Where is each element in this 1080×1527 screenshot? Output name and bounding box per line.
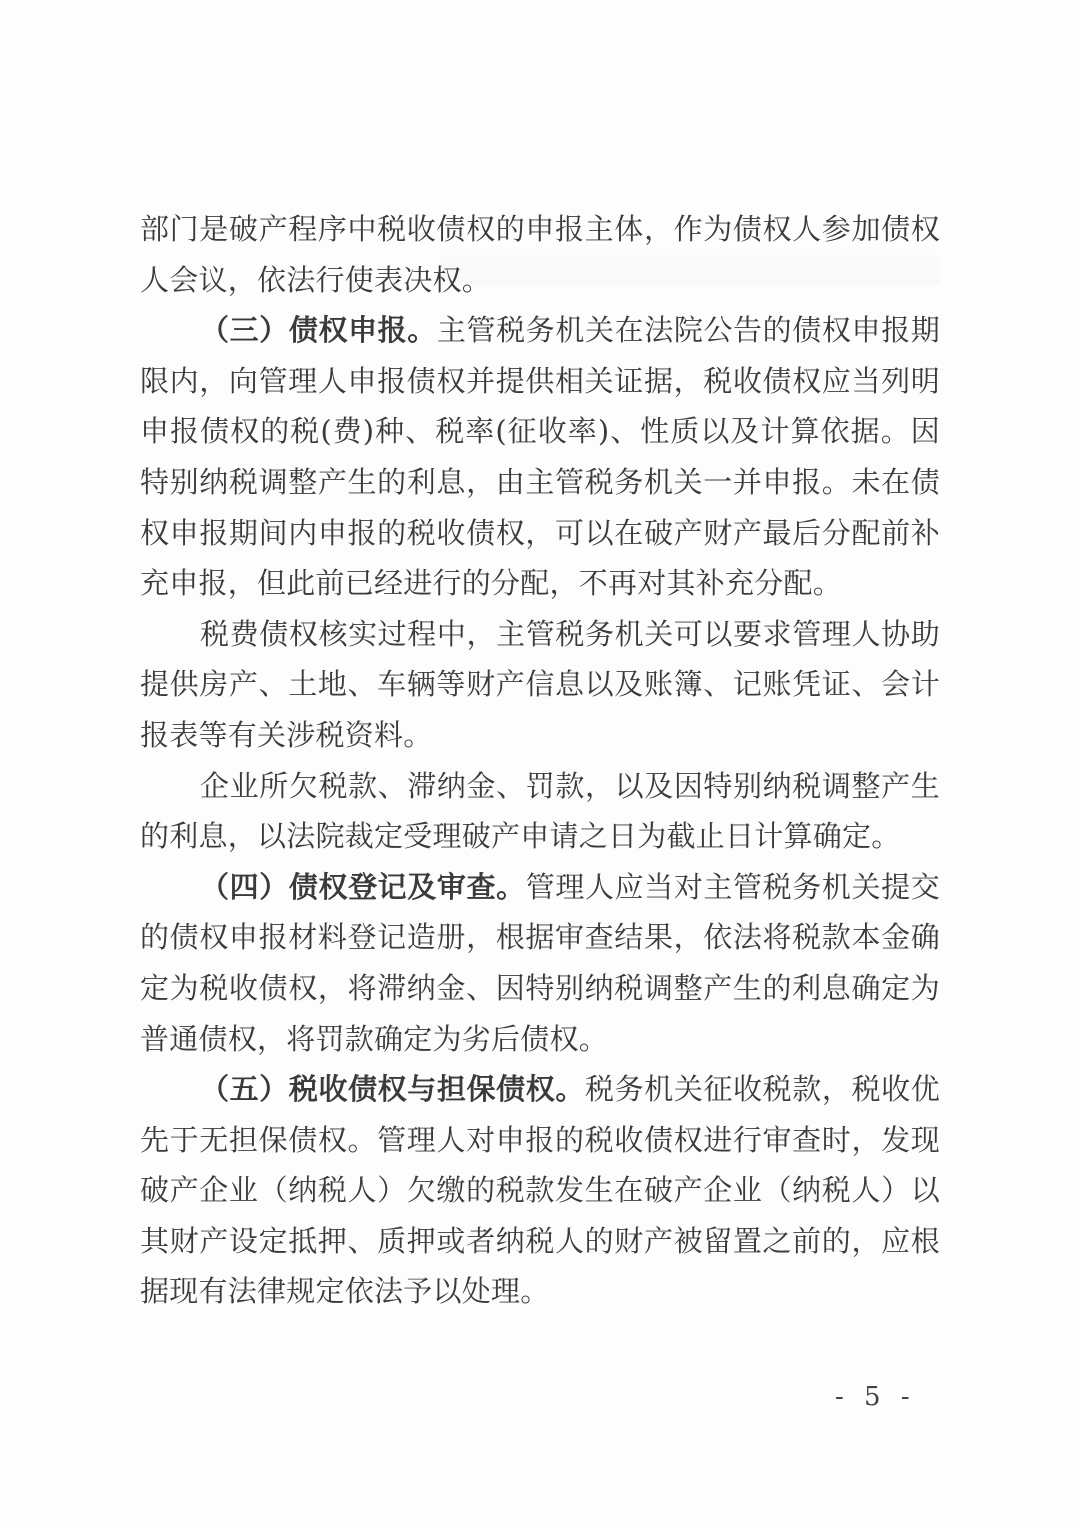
paragraph-registration-review [140, 862, 940, 1064]
paragraph-text: 部门是破产程序中税收债权的申报主体，作为债权人参加债权人会议，依法行使表决权。 [140, 212, 940, 297]
page-number: - 5 - [835, 1382, 916, 1412]
paragraph-secured-claims [140, 1064, 940, 1317]
paragraph-heading: （四）债权登记及审查。 [200, 869, 526, 904]
paragraph-text: 税务机关征收税款，税收优先于无担保债权。管理人对申报的税收债权进行审查时，发现破产企业（纳税人）欠缴的税款发生在破产企业（纳税人）以其财产设定抵押、质押或者纳税人的财产被留置之前的，应根据现有法律规定依法予以处理。 [140, 1072, 940, 1309]
body-text [140, 204, 940, 1317]
paragraph-verification [140, 609, 940, 761]
paragraph-claim-declaration [140, 305, 940, 609]
paragraph-text: 税费债权核实过程中，主管税务机关可以要求管理人协助提供房产、土地、车辆等财产信息以及账簿、记账凭证、会计报表等有关涉税资料。 [140, 616, 940, 752]
paragraph-text: 主管税务机关在法院公告的债权申报期限内，向管理人申报债权并提供相关证据，税收债权应当列明申报债权的税(费)种、税率(征收率)、性质以及计算依据。因特别纳税调整产生的利息，由主管税务机关一并申报。未在债权申报期间内申报的税收债权，可以在破产财产最后分配前补充申报，但此前已经进行的分配，不再对其补充分配。 [140, 313, 940, 601]
paragraph-heading: （三）债权申报。 [200, 313, 437, 348]
paragraph-continuation [140, 204, 940, 305]
paragraph-calculation-date [140, 761, 940, 862]
paragraph-text: 企业所欠税款、滞纳金、罚款，以及因特别纳税调整产生的利息，以法院裁定受理破产申请之日为截止日计算确定。 [140, 768, 940, 854]
paragraph-text: 管理人应当对主管税务机关提交的债权申报材料登记造册，根据审查结果，依法将税款本金确定为税收债权，将滞纳金、因特别纳税调整产生的利息确定为普通债权，将罚款确定为劣后债权。 [140, 869, 940, 1056]
paragraph-heading: （五）税收债权与担保债权。 [200, 1072, 585, 1107]
